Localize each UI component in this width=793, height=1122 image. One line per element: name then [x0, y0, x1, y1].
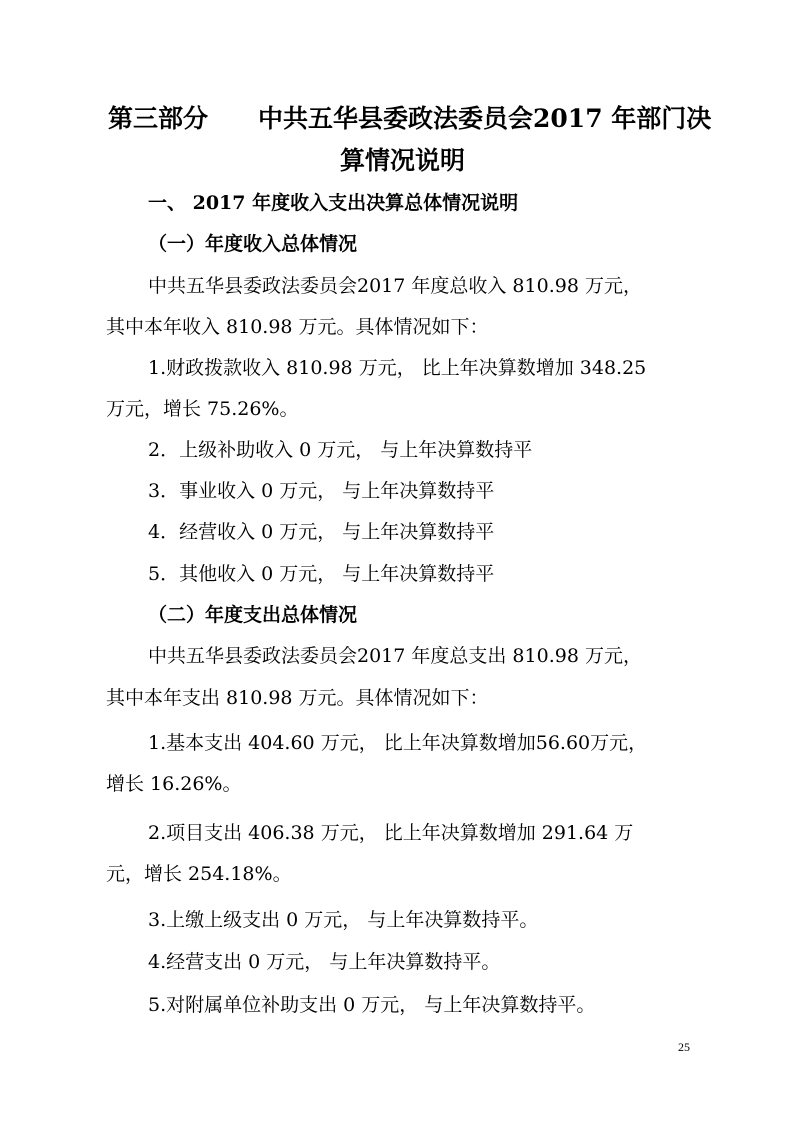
title-line2: 算情况说明 — [340, 146, 466, 175]
income-item3: 3．事业收入 0 万元， 与上年决算数持平 — [148, 480, 495, 502]
expense-item1-line1: 1.基本支出 404.60 万元， 比上年决算数增加56.60万元， — [148, 732, 648, 754]
income-item1-line2: 万元，增长 75.26%。 — [106, 398, 299, 420]
title-line1: 中共五华县委政法委员会2017 年部门决 — [258, 104, 712, 133]
expense-item5: 5.对附属单位补助支出 0 万元， 与上年决算数持平。 — [148, 994, 596, 1016]
expense-intro-line2: 其中本年支出 810.98 万元。具体情况如下： — [106, 687, 489, 709]
expense-intro-line1: 中共五华县委政法委员会2017 年度总支出 810.98 万元， — [148, 645, 642, 667]
income-item2: 2．上级补助收入 0 万元， 与上年决算数持平 — [148, 439, 533, 461]
expense-item2-line2: 元，增长 254.18%。 — [106, 863, 292, 885]
document-title — [108, 98, 712, 182]
income-item4: 4．经营收入 0 万元， 与上年决算数持平 — [148, 521, 495, 543]
expense-item4: 4.经营支出 0 万元， 与上年决算数持平。 — [148, 951, 501, 973]
expense-heading: （二）年度支出总体情况 — [148, 604, 358, 626]
expense-item3: 3.上缴上级支出 0 万元， 与上年决算数持平。 — [148, 909, 539, 931]
expense-item2-line1: 2.项目支出 406.38 万元， 比上年决算数增加 291.64 万 — [148, 822, 634, 844]
income-item1-line1: 1.财政拨款收入 810.98 万元， 比上年决算数增加 348.25 — [148, 357, 647, 379]
expense-item1-line2: 增长 16.26%。 — [106, 773, 242, 795]
income-intro-line1: 中共五华县委政法委员会2017 年度总收入 810.98 万元， — [148, 275, 642, 297]
title-part: 第三部分 — [108, 104, 209, 133]
income-item5: 5．其他收入 0 万元， 与上年决算数持平 — [148, 563, 495, 585]
income-heading: （一）年度收入总体情况 — [148, 233, 358, 255]
income-intro-line2: 其中本年收入 810.98 万元。具体情况如下： — [106, 316, 489, 338]
section1-heading: 一、 2017 年度收入支出决算总体情况说明 — [148, 192, 519, 214]
page-number: 25 — [678, 1040, 690, 1054]
